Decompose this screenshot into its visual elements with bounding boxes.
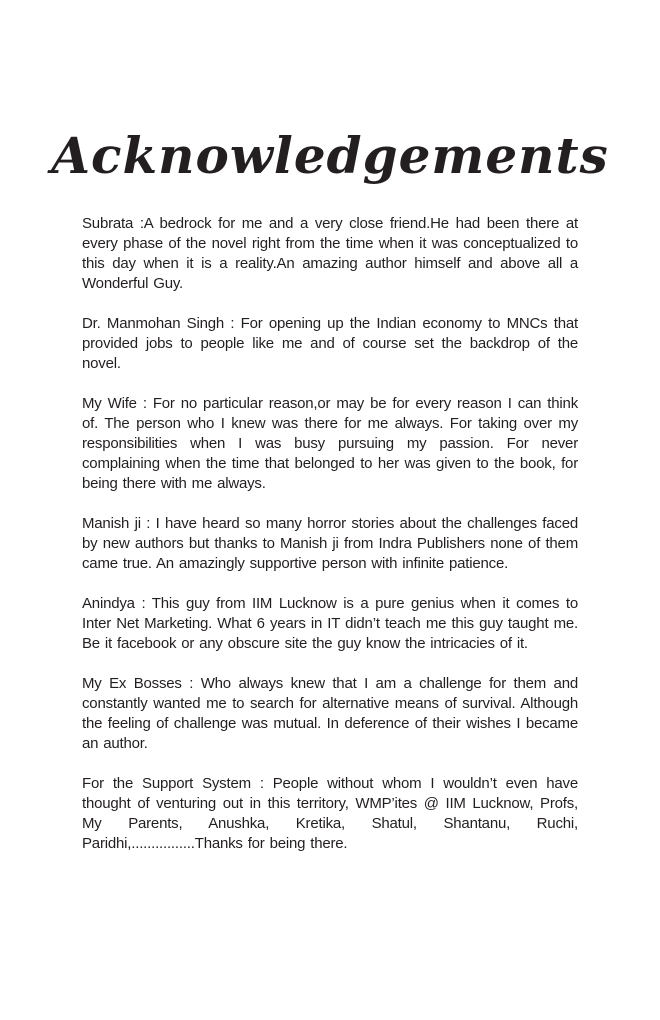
paragraph-subrata: Subrata :A bedrock for me and a very close friend.He had been there at every phase of the novel right from the time when it was conceptualized to this day when it is a reality.An amazing author himself and above all a Wonderful Guy. xyxy=(82,215,578,292)
paragraph-manish-ji: Manish ji : I have heard so many horror stories about the challenges faced by new authors but thanks to Manish ji from Indra Publishers none of them came true. An amazingly supportive person with infinite patience. xyxy=(82,515,578,572)
paragraph-ex-bosses: My Ex Bosses : Who always knew that I am a challenge for them and constantly wanted me to search for alternative means of survival. Although the feeling of challenge was mutual. In deference of their wishes I became an author. xyxy=(82,675,578,752)
paragraph-manmohan-singh: Dr. Manmohan Singh : For opening up the Indian economy to MNCs that provided jobs to people like me and of course set the backdrop of the novel. xyxy=(82,315,578,372)
paragraph-support-system: For the Support System : People without whom I wouldn’t even have thought of venturing out in this territory, WMP’ites @ IIM Lucknow, Profs, My Parents, Anushka, Kretika, Shatul, Shantanu, Ruchi, Paridhi,................Thanks for being there. xyxy=(82,775,578,852)
paragraph-my-wife: My Wife : For no particular reason,or may be for every reason I can think of. The person who I knew was there for me always. For taking over my responsibilities when I was busy pursuing my passion. For never complaining when the time that belonged to her was given to the book, for being there with me always. xyxy=(82,395,578,492)
page-title: Acknowledgements xyxy=(51,126,609,185)
paragraph-anindya: Anindya : This guy from IIM Lucknow is a pure genius when it comes to Inter Net Marketing. What 6 years in IT didn’t teach me this guy taught me. Be it facebook or any obscure site the guy know the intricacies of it. xyxy=(82,595,578,652)
acknowledgements-body xyxy=(82,214,578,854)
